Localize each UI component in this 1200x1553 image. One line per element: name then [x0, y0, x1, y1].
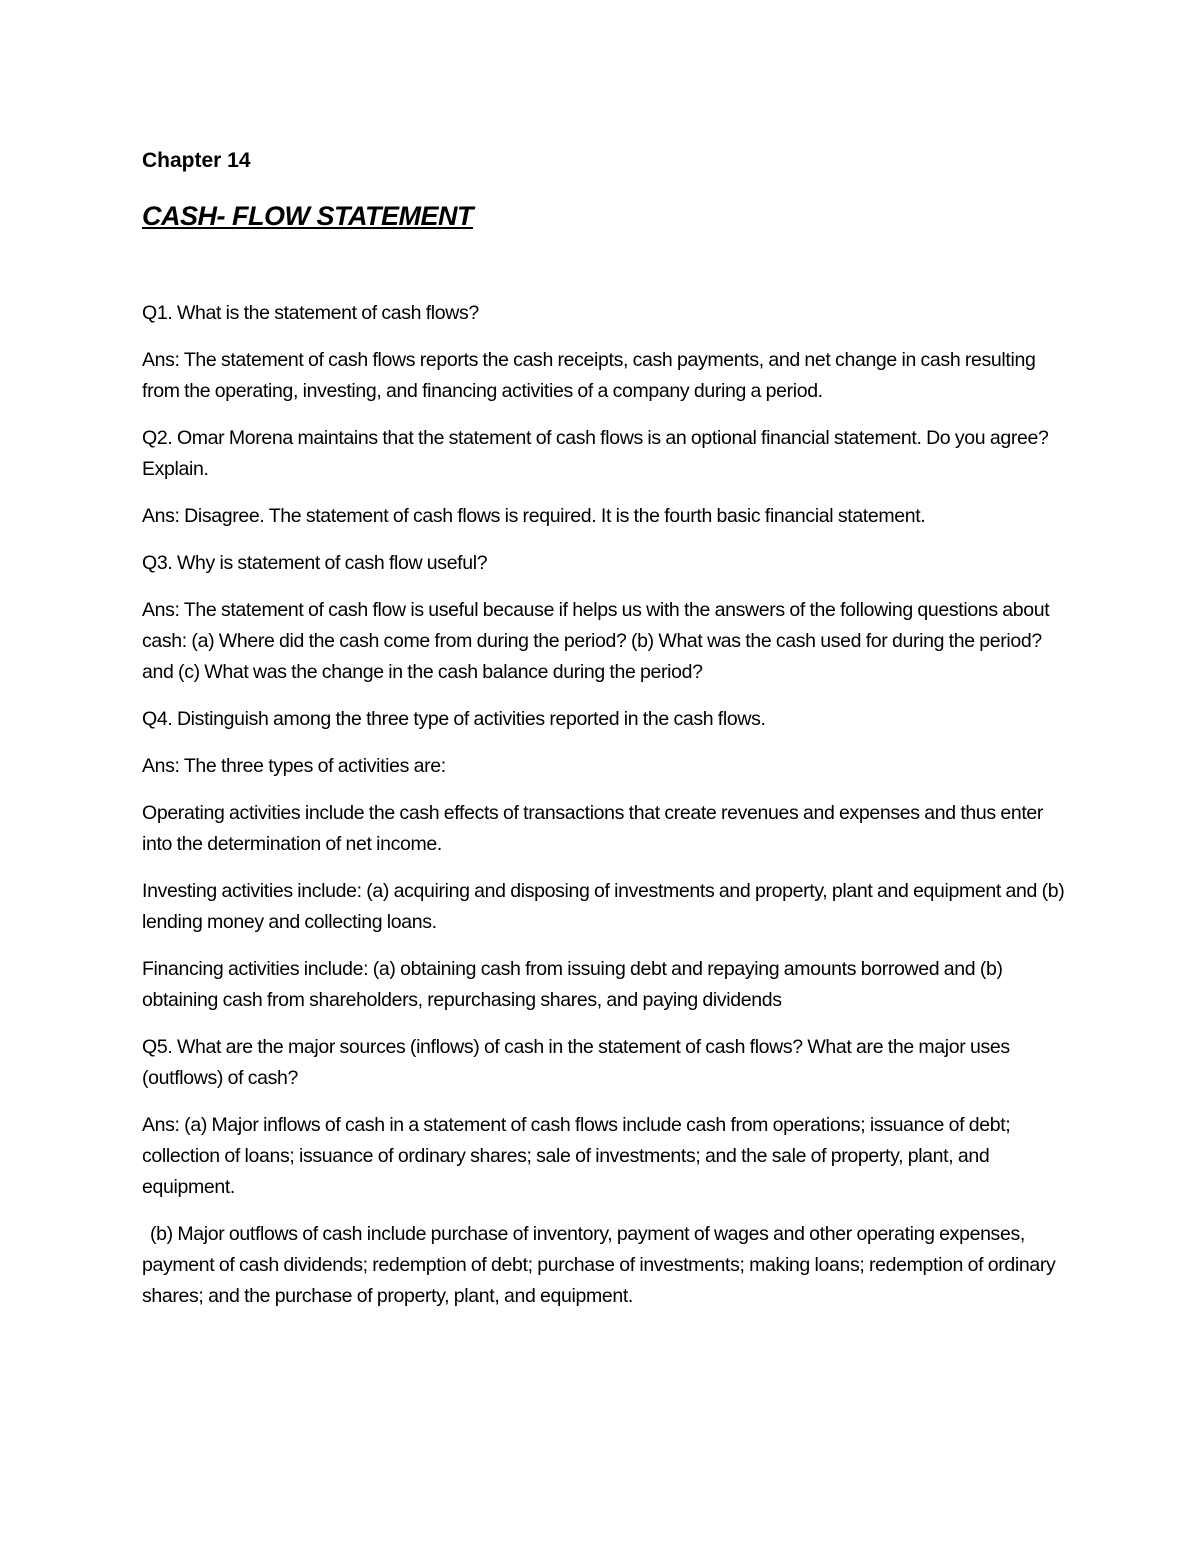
question-1: Q1. What is the statement of cash flows? — [142, 302, 479, 324]
answer-4-intro: Ans: The three types of activities are: — [142, 755, 446, 777]
answer-5-outflows: (b) Major outflows of cash include purchase of inventory, payment of wages and other operating expenses, payment of cash dividends; redemption of debt; purchase of investments; making loans; redemption of ordinary shares; and the purchase of property, plant, and equipment. — [142, 1223, 1056, 1307]
question-5: Q5. What are the major sources (inflows) of cash in the statement of cash flows? What are the major uses (outflows) of cash? — [142, 1036, 1010, 1089]
answer-2: Ans: Disagree. The statement of cash flows is required. It is the fourth basic financial statement. — [142, 505, 926, 527]
answer-5-inflows: Ans: (a) Major inflows of cash in a statement of cash flows include cash from operations; issuance of debt; collection of loans; issuance of ordinary shares; sale of investments; and the sale of property, plant, and equipment. — [142, 1114, 1011, 1198]
question-4: Q4. Distinguish among the three type of activities reported in the cash flows. — [142, 708, 766, 730]
chapter-heading: Chapter 14 — [142, 149, 251, 172]
answer-4-operating: Operating activities include the cash effects of transactions that create revenues and expenses and thus enter into the determination of net income. — [142, 802, 1044, 855]
answer-3: Ans: The statement of cash flow is useful because if helps us with the answers of the following questions about cash: (a) Where did the cash come from during the period? (b) What was the cash used for during the period? and (c) What was the change in the cash balance during the period? — [142, 599, 1050, 683]
question-3: Q3. Why is statement of cash flow useful? — [142, 552, 488, 574]
answer-4-investing: Investing activities include: (a) acquiring and disposing of investments and property, plant and equipment and (b) lending money and collecting loans. — [142, 880, 1065, 933]
document-title: CASH- FLOW STATEMENT — [142, 201, 473, 231]
question-2: Q2. Omar Morena maintains that the statement of cash flows is an optional financial statement. Do you agree? Explain. — [142, 427, 1049, 480]
answer-4-financing: Financing activities include: (a) obtaining cash from issuing debt and repaying amounts borrowed and (b) obtaining cash from shareholders, repurchasing shares, and paying dividends — [142, 958, 1003, 1011]
document-body — [142, 144, 1072, 1328]
answer-1: Ans: The statement of cash flows reports the cash receipts, cash payments, and net change in cash resulting from the operating, investing, and financing activities of a company during a period. — [142, 349, 1036, 402]
